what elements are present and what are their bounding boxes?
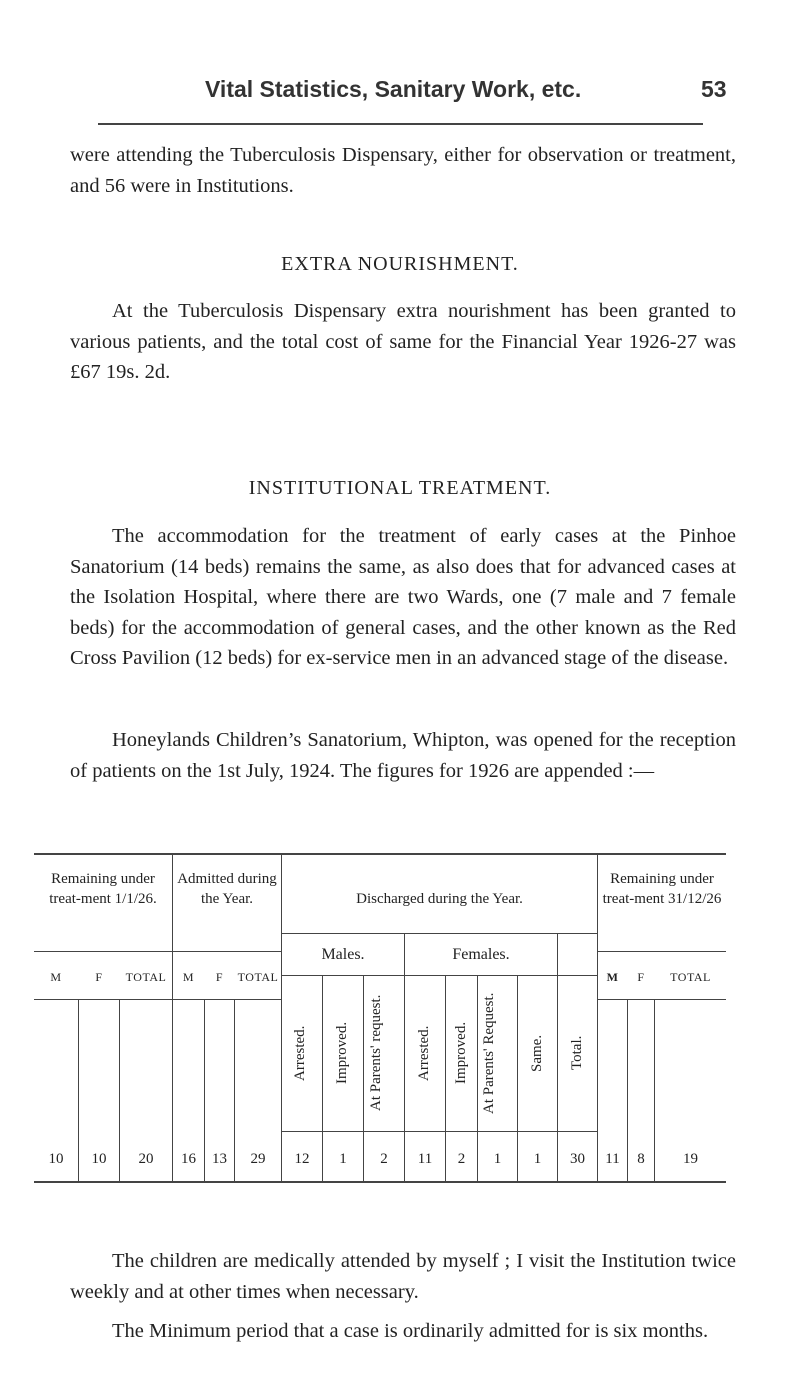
value-admitted-m: 16: [181, 1151, 196, 1167]
table-rule: [557, 933, 558, 1181]
header-admitted: Admitted during the Year.: [177, 871, 277, 907]
value-admitted-f: 13: [212, 1151, 227, 1167]
closing-paragraph-2: The Minimum period that a case is ordinarily admitted for is six months.: [112, 1320, 709, 1342]
value-remaining-end-total: 19: [683, 1151, 698, 1167]
value-females-arrested: 11: [417, 1151, 433, 1167]
header-remaining-start: Remaining under treat-ment 1/1/26.: [49, 871, 157, 907]
value-same: 1: [533, 1151, 542, 1167]
table-top-rule: [34, 853, 726, 855]
table-rule: [281, 975, 597, 976]
col-same: Same.: [529, 1034, 545, 1072]
table-rule: [597, 951, 726, 952]
col-m-start: M: [50, 970, 62, 984]
header-remaining-end: Remaining under treat-ment 31/12/26: [602, 871, 722, 907]
heading-institutional-treatment: INSTITUTIONAL TREATMENT.: [248, 477, 552, 499]
col-males-improved: Improved.: [334, 1021, 350, 1085]
value-remaining-end-f: 8: [637, 1151, 645, 1167]
col-males-parents-request: At Parents' request.: [368, 994, 384, 1112]
col-males-arrested: Arrested.: [292, 1025, 308, 1081]
running-header: [0, 76, 800, 116]
value-discharged-total: 30: [570, 1151, 585, 1167]
col-total-end: TOTAL: [670, 970, 711, 984]
value-males-improved: 1: [339, 1151, 347, 1167]
closing-paragraph-1: The children are medically attended by myself ; I visit the Institution twice weekly and at other times when necessary.: [70, 1250, 736, 1303]
header-rule: [98, 123, 703, 125]
col-f-admitted: F: [215, 970, 224, 984]
header-title: Vital Statistics, Sanitary Work, etc.: [205, 76, 582, 102]
subheader-males: Males.: [321, 946, 365, 963]
value-females-improved: 2: [457, 1151, 466, 1167]
intro-paragraph: were attending the Tuberculosis Dispensary, either for observation or treatment, and 56 were in Institutions.: [70, 144, 736, 197]
value-males-parents-request: 2: [380, 1151, 388, 1167]
value-remaining-start-f: 10: [91, 1151, 107, 1167]
header-discharged: Discharged during the Year.: [356, 891, 523, 907]
value-remaining-start-m: 10: [48, 1151, 64, 1167]
table-rule: [281, 1131, 597, 1132]
value-admitted-total: 29: [250, 1151, 266, 1167]
heading-extra-nourishment: EXTRA NOURISHMENT.: [281, 253, 519, 275]
col-females-improved: Improved.: [453, 1021, 469, 1085]
subheader-females: Females.: [452, 946, 510, 963]
table-rule: [281, 933, 597, 934]
value-males-arrested: 12: [294, 1151, 310, 1167]
value-remaining-end-m: 11: [605, 1151, 620, 1167]
table-rule: [404, 933, 405, 1181]
value-females-parents-request: 1: [493, 1151, 502, 1167]
institutional-paragraph: The accommodation for the treatment of early cases at the Pinhoe Sanatorium (14 beds) remains the same, as also does that for advanced cases at the Isolation Hospital, where there are two Wards, one (7 male and 7 female beds) for the accommodation of general cases, and the other known as the Red Cross Pavilion (12 beds) for ex-service men in an advanced stage of the disease.: [70, 525, 736, 669]
col-females-arrested: Arrested.: [416, 1025, 432, 1081]
col-m-end: M: [606, 970, 619, 984]
col-females-parents-request: At Parents' Request.: [481, 992, 497, 1114]
col-total: Total.: [569, 1035, 585, 1071]
col-f-start: F: [95, 970, 103, 984]
table-rule: [34, 999, 281, 1000]
col-total-admitted: TOTAL: [237, 970, 279, 984]
col-f-end: F: [637, 970, 645, 984]
table-bottom-rule: [34, 1181, 726, 1183]
honeylands-paragraph: Honeylands Children’s Sanatorium, Whipton, was opened for the reception of patients on the 1st July, 1924. The figures for 1926 are appended :—: [70, 729, 736, 782]
table-rule: [34, 951, 281, 952]
page-number: 53: [701, 76, 727, 102]
col-m-admitted: M: [182, 970, 195, 984]
extra-nourishment-paragraph: At the Tuberculosis Dispensary extra nourishment has been granted to various patients, and the total cost of same for the Financial Year 1926-27 was £67 19s. 2d.: [70, 300, 736, 383]
sanatorium-table: [34, 853, 726, 1228]
table-rule: [597, 999, 726, 1000]
col-total-start: TOTAL: [125, 970, 167, 984]
value-remaining-start-total: 20: [138, 1151, 154, 1167]
